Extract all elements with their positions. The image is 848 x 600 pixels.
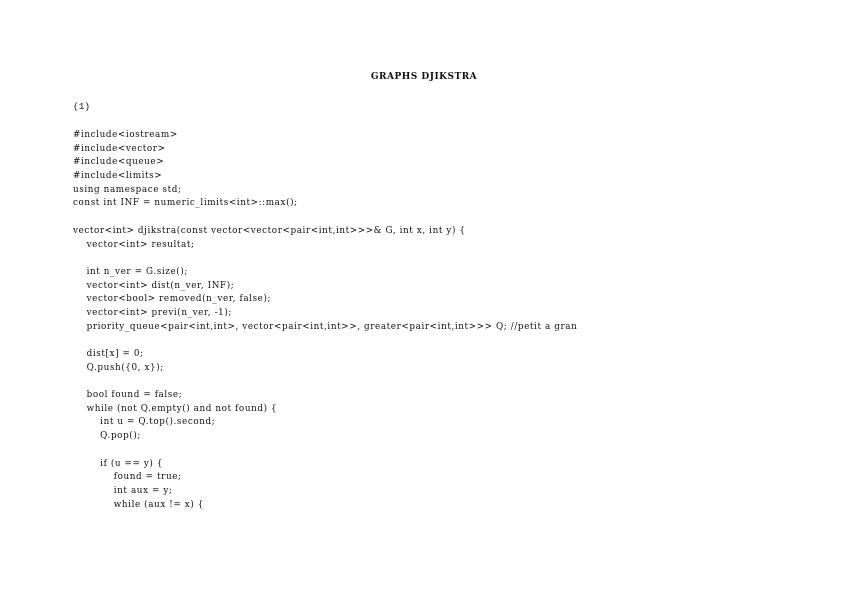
section-label: (1) xyxy=(73,101,91,112)
code-line: vector<int> resultat; xyxy=(73,239,195,250)
code-line: dist[x] = 0; xyxy=(73,349,144,359)
code-line: int aux = y; xyxy=(73,485,173,496)
code-line: #include<queue> xyxy=(73,157,165,168)
code-line: const int INF = numeric_limits<int>::max(); xyxy=(73,198,298,209)
code-line: Q.push({0, x}); xyxy=(73,362,164,373)
code-line: while (aux != x) { xyxy=(73,499,204,510)
code-line: int n_ver = G.size(); xyxy=(73,266,188,277)
code-line xyxy=(73,444,577,458)
code-line: vector<int> dist(n_ver, INF); xyxy=(73,280,235,291)
code-line: #include<vector> xyxy=(73,143,166,154)
code-line: vector<int> djikstra(const vector<vector<pair<int,int>>>& G, int x, int y) { xyxy=(73,225,466,236)
document-title: GRAPHS DJIKSTRA xyxy=(370,72,478,82)
code-line xyxy=(73,252,577,266)
code-line xyxy=(73,375,577,389)
code-line xyxy=(73,334,577,348)
code-line: #include<iostream> xyxy=(73,130,178,140)
code-line: while (not Q.empty() and not found) { xyxy=(73,403,278,414)
code-line: int u = Q.top().second; xyxy=(73,417,216,428)
code-line: vector<bool> removed(n_ver, false); xyxy=(73,294,272,305)
code-line: priority_queue<pair<int,int>, vector<pair<int,int>>, greater<pair<int,int>>> Q; //petit a gran xyxy=(73,321,578,332)
code-line: vector<int> previ(n_ver, -1); xyxy=(73,307,232,318)
code-block xyxy=(73,129,577,512)
code-line: using namespace std; xyxy=(73,184,182,195)
code-line: bool found = false; xyxy=(73,390,183,401)
code-line: found = true; xyxy=(73,472,182,483)
code-line: Q.pop(); xyxy=(73,431,141,442)
code-line: #include<limits> xyxy=(73,171,163,182)
code-line: if (u == y) { xyxy=(73,458,164,469)
code-line xyxy=(73,211,577,225)
